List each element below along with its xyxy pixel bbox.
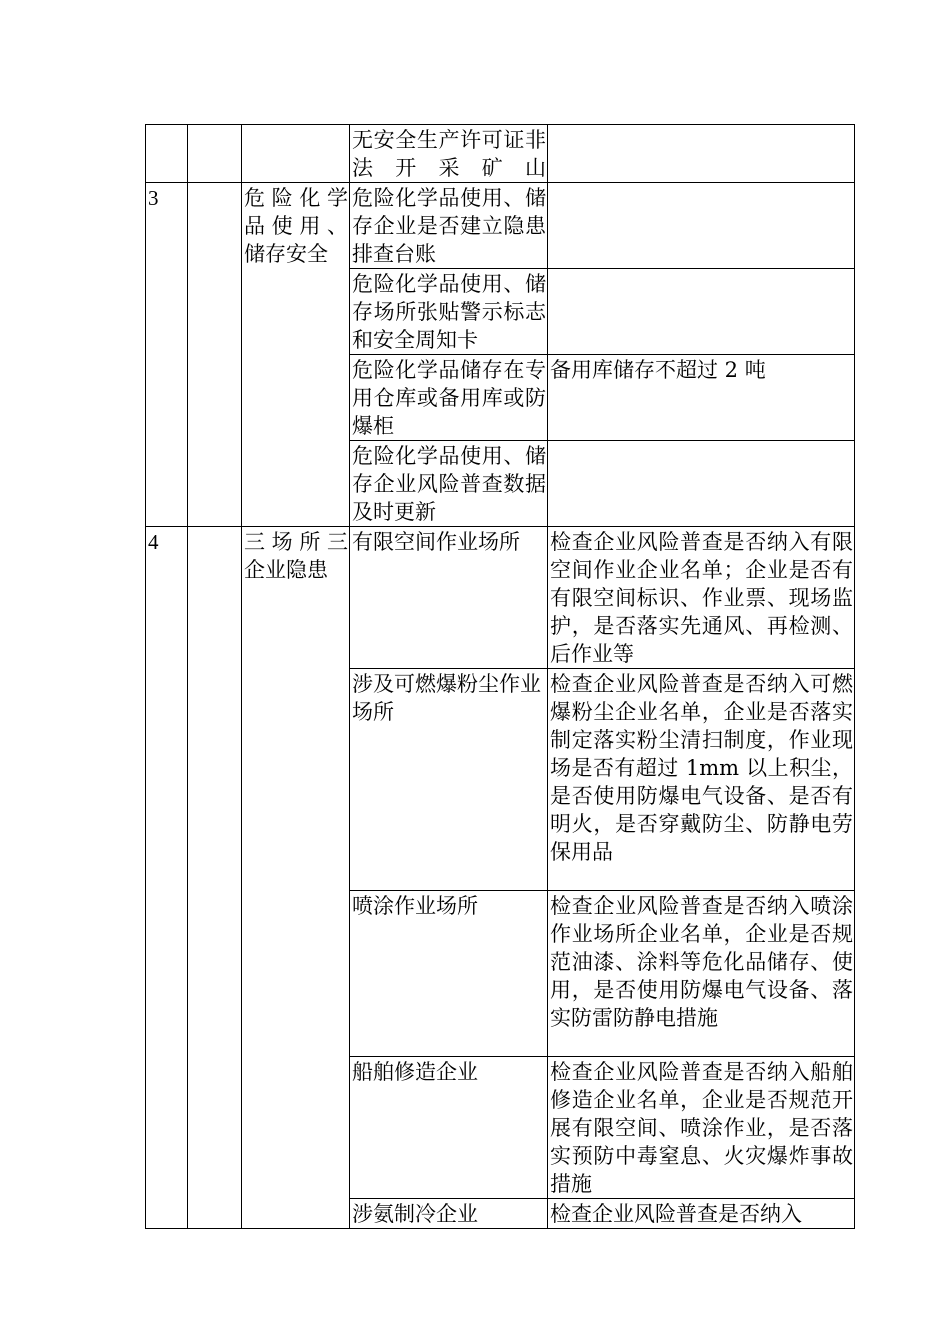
check-item: 危险化学品使用、储存企业风险普查数据及时更新: [350, 441, 548, 527]
table-row: [146, 527, 855, 669]
requirement-cell: 检查企业风险普查是否纳入有限空间作业企业名单；企业是否有有限空间标识、作业票、现场监护，是否落实先通风、再检测、后作业等: [548, 527, 855, 669]
table-row: [146, 125, 855, 183]
sub-cell: [188, 183, 242, 527]
check-item: 有限空间作业场所: [350, 527, 548, 669]
check-item: 船舶修造企业: [350, 1057, 548, 1199]
category-label: 三场所三企业隐患: [242, 527, 350, 1229]
check-item: 危险化学品使用、储存企业是否建立隐患排查台账: [350, 183, 548, 269]
requirement-cell: 检查企业风险普查是否纳入: [548, 1199, 855, 1229]
inspection-table: [145, 124, 855, 1229]
check-item: 危险化学品使用、储存场所张贴警示标志和安全周知卡: [350, 269, 548, 355]
check-item: 喷涂作业场所: [350, 891, 548, 1057]
requirement-cell: 备用库储存不超过 2 吨: [548, 355, 855, 441]
category-cell: [242, 125, 350, 183]
requirement-cell: 检查企业风险普查是否纳入喷涂作业场所企业名单，企业是否规范油漆、涂料等危化品储存、使用，是否使用防爆电气设备、落实防雷防静电措施: [548, 891, 855, 1057]
check-item: 涉氨制冷企业: [350, 1199, 548, 1229]
category-label: 危险化学品使用、储存安全: [242, 183, 350, 527]
row-number: 4: [146, 527, 188, 1229]
requirement-cell: [548, 183, 855, 269]
requirement-cell: [548, 269, 855, 355]
check-item: 无安全生产许可证非法开采矿山: [350, 125, 548, 183]
check-item: 涉及可燃爆粉尘作业场所: [350, 669, 548, 891]
sub-cell: [188, 125, 242, 183]
requirement-cell: [548, 125, 855, 183]
check-item: 危险化学品储存在专用仓库或备用库或防爆柜: [350, 355, 548, 441]
row-number: 3: [146, 183, 188, 527]
sub-cell: [188, 527, 242, 1229]
table-row: [146, 183, 855, 269]
number-cell: [146, 125, 188, 183]
requirement-cell: 检查企业风险普查是否纳入船舶修造企业名单，企业是否规范开展有限空间、喷涂作业，是否落实预防中毒窒息、火灾爆炸事故措施: [548, 1057, 855, 1199]
requirement-cell: [548, 441, 855, 527]
requirement-cell: 检查企业风险普查是否纳入可燃爆粉尘企业名单，企业是否落实制定落实粉尘清扫制度，作业现场是否有超过 1mm 以上积尘，是否使用防爆电气设备、是否有明火，是否穿戴防尘、防静电劳保用品: [548, 669, 855, 891]
